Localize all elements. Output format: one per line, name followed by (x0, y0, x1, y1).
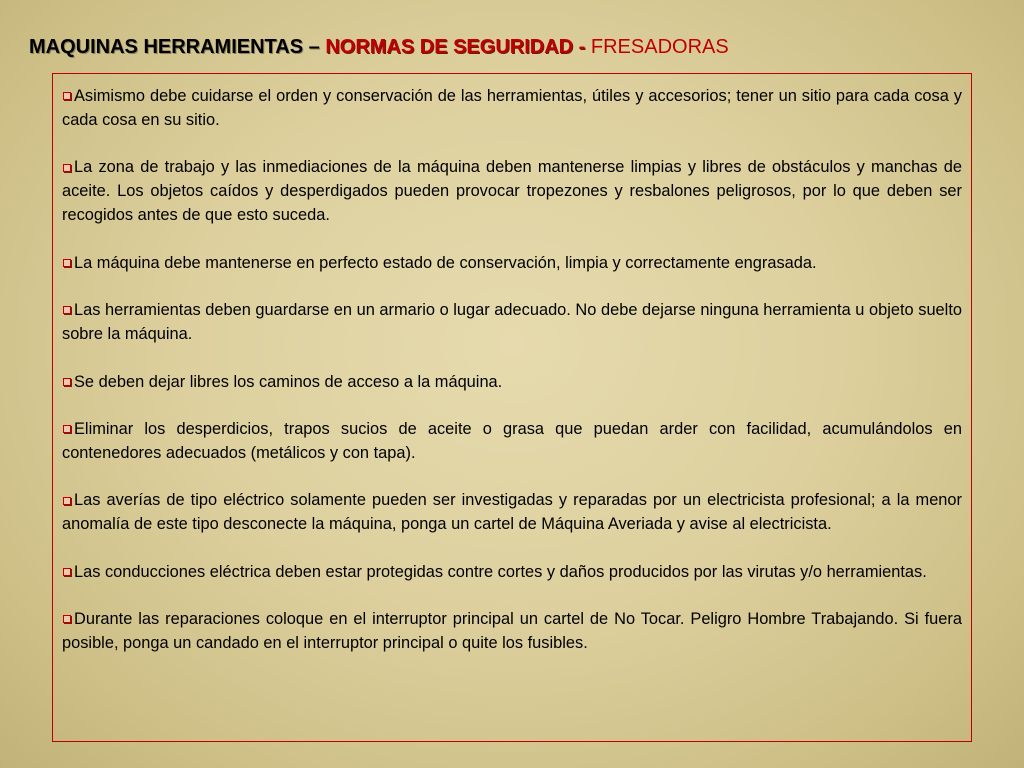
list-item-text: Las averías de tipo eléctrico solamente pueden ser investigadas y reparadas por un electricista profesional; a la menor anomalía de este tipo desconecte la máquina, ponga un cartel de Máquina Averiada y avise al electricista. (62, 491, 962, 534)
list-item-text: La máquina debe mantenerse en perfecto estado de conservación, limpia y correctamente engrasada. (74, 253, 817, 272)
list-item-text: Asimismo debe cuidarse el orden y conservación de las herramientas, útiles y accesorios; tener un sitio para cada cosa y cada cosa en su sitio. (62, 87, 962, 129)
square-bullet-icon (63, 425, 71, 433)
list-item-text: La zona de trabajo y las inmediaciones de la máquina deben mantenerse limpias y libres de obstáculos y manchas de aceite. Los objetos caídos y desperdigados pueden provocar tropezones y resbalones peligrosos, por lo que deben ser recogidos antes de que esto suceda. (62, 158, 962, 225)
square-bullet-icon (63, 164, 71, 172)
list-item (62, 560, 962, 584)
list-item (62, 251, 962, 275)
list-item-text: Las conducciones eléctrica deben estar protegidas contre cortes y daños producidos por las virutas y/o herramientas. (74, 562, 927, 581)
list-item (62, 370, 962, 394)
list-item (62, 607, 962, 655)
list-item-text: Se deben dejar libres los caminos de acceso a la máquina. (74, 372, 503, 391)
square-bullet-icon (63, 568, 71, 576)
slide-title (29, 34, 729, 60)
title-machines: MAQUINAS HERRAMIENTAS – (29, 36, 326, 58)
list-item-text: Las herramientas deben guardarse en un armario o lugar adecuado. No debe dejarse ninguna herramienta u objeto suelto sobre la máquina. (62, 301, 962, 344)
list-item (62, 298, 962, 346)
list-item (62, 488, 962, 536)
square-bullet-icon (63, 92, 71, 100)
list-item (62, 417, 962, 465)
square-bullet-icon (63, 378, 71, 386)
square-bullet-icon (63, 497, 71, 505)
square-bullet-icon (63, 615, 71, 623)
square-bullet-icon (63, 306, 71, 314)
list-item-text: Eliminar los desperdicios, trapos sucios de aceite o grasa que puedan arder con facilidad, acumulándolos en contenedores adecuados (metálicos y con tapa). (62, 419, 962, 462)
safety-rules-list (62, 84, 962, 655)
title-milling-machines: FRESADORAS (590, 36, 729, 58)
square-bullet-icon (63, 259, 71, 267)
title-safety-rules: NORMAS DE SEGURIDAD - (325, 36, 591, 58)
list-item (62, 155, 962, 227)
list-item (62, 84, 962, 132)
content-box (52, 73, 972, 742)
list-item-text: Durante las reparaciones coloque en el interruptor principal un cartel de No Tocar. Peligro Hombre Trabajando. Si fuera posible, ponga un candado en el interruptor principal o quite los fusibles. (62, 610, 962, 653)
